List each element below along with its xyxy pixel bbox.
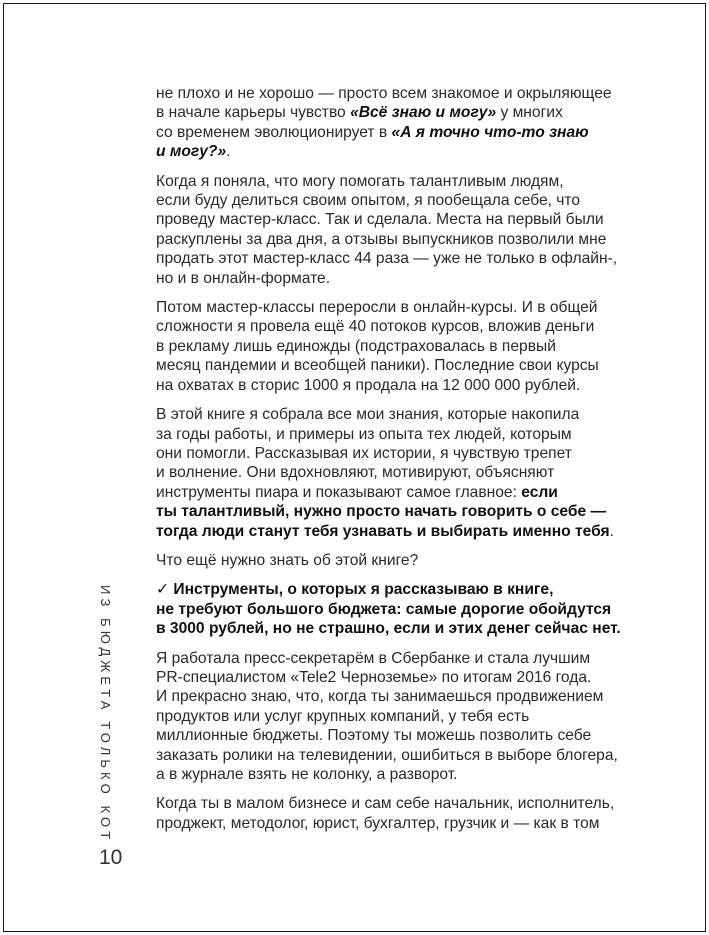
text-line: продать этот мастер-класс 44 раза — уже не только в офлайн-, [156, 250, 618, 268]
text-line: Я работала пресс-секретарём в Сбербанке и стала лучшим [156, 649, 591, 667]
text-line: проведу мастер-класс. Так и сделала. Места на первый были [156, 211, 604, 229]
text-line: заказать ролики на телевидении, ошибиться в выборе блогера, [156, 746, 618, 764]
text-line: и волнение. Они вдохновляют, мотивируют, объясняют [156, 464, 555, 482]
text-line: а в журнале взять не колонку, а разворот. [156, 766, 458, 783]
page-number: 10 [99, 846, 123, 869]
text-line: миллионные бюджеты. Поэтому ты можешь позволить себе [156, 727, 592, 745]
text-line [156, 522, 636, 541]
bold-text-line: ты талантливый, нужно просто начать говорить о себе — [156, 503, 607, 521]
text-line: на охватах в сторис 1000 я продала на 12 000 000 рублей. [156, 376, 581, 394]
text-line: Что ещё нужно знать об этой книге? [156, 551, 419, 569]
text-span: . [609, 522, 614, 540]
paragraph-7 [156, 649, 636, 785]
text-line: И прекрасно знаю, что, когда ты занимаешься продвижением [156, 688, 604, 706]
text-span: со временем эволюционирует в [156, 123, 392, 141]
paragraph-4 [156, 405, 636, 541]
text-line [156, 103, 636, 122]
emphasis-text: и могу?» [156, 143, 227, 161]
paragraph-1 [156, 84, 636, 162]
paragraph-8 [156, 794, 636, 833]
text-span: . [226, 143, 231, 161]
text-span: в начале карьеры чувство [156, 104, 351, 122]
text-line: сложности я провела ещё 40 потоков курсов, вложив деньги [156, 318, 595, 336]
running-header [96, 585, 126, 844]
text-line [156, 142, 636, 161]
paragraph-5 [156, 551, 636, 570]
text-line [156, 483, 636, 502]
text-line: но и в онлайн-формате. [156, 269, 331, 287]
text-line: Когда ты в малом бизнесе и сам себе начальник, исполнитель, [156, 795, 615, 813]
text-line: в рекламу лишь единожды (подстраховалась в первый [156, 337, 556, 355]
emphasis-text: «А я точно что-то знаю [391, 123, 589, 141]
page-body [156, 84, 636, 843]
bold-text: тогда люди станут тебя узнавать и выбирать именно тебя [156, 522, 610, 540]
text-line: Когда я поняла, что могу помогать талантливым людям, [156, 172, 564, 190]
paragraph-2 [156, 172, 636, 288]
text-line: они помогли. Рассказывая их истории, я чувствую трепет [156, 444, 572, 462]
text-line: не плохо и не хорошо — просто всем знакомое и окрыляющее [156, 85, 612, 102]
text-line: за годы работы, и примеры из опыта тех людей, которым [156, 425, 572, 443]
callout-paragraph [156, 580, 636, 638]
text-line: В этой книге я собрала все мои знания, которые накопила [156, 406, 580, 424]
bold-text-line: ✓ Инструменты, о которых я рассказываю в книге, [156, 581, 554, 599]
running-header-text: ИЗ БЮДЖЕТА ТОЛЬКО КОТ [98, 585, 113, 844]
text-span: у многих [496, 104, 563, 122]
text-line [156, 123, 636, 142]
emphasis-text: «Всё знаю и могу» [350, 104, 497, 122]
bold-text-line: не требуют большого бюджета: самые дорогие обойдутся [156, 600, 612, 618]
text-line: раскуплены за два дня, а отзывы выпускников позволили мне [156, 230, 607, 248]
text-line: Потом мастер-классы переросли в онлайн-курсы. И в общей [156, 299, 598, 317]
text-span: инструменты пиара и показывают самое главное: [156, 483, 522, 501]
text-line: месяц пандемии и всеобщей паники). Последние свои курсы [156, 357, 599, 375]
bold-text: если [521, 483, 558, 501]
text-line: проджект, методолог, юрист, бухгалтер, грузчик и — как в том [156, 814, 600, 832]
text-line: продуктов или услуг крупных компаний, у тебя есть [156, 707, 530, 725]
paragraph-3 [156, 298, 636, 395]
bold-text-line: в 3000 рублей, но не страшно, если и этих денег сейчас нет. [156, 620, 621, 638]
text-line: если буду делиться своим опытом, я пообещала себе, что [156, 192, 581, 210]
text-line: PR-специалистом «Tele2 Черноземье» по итогам 2016 года. [156, 668, 592, 686]
